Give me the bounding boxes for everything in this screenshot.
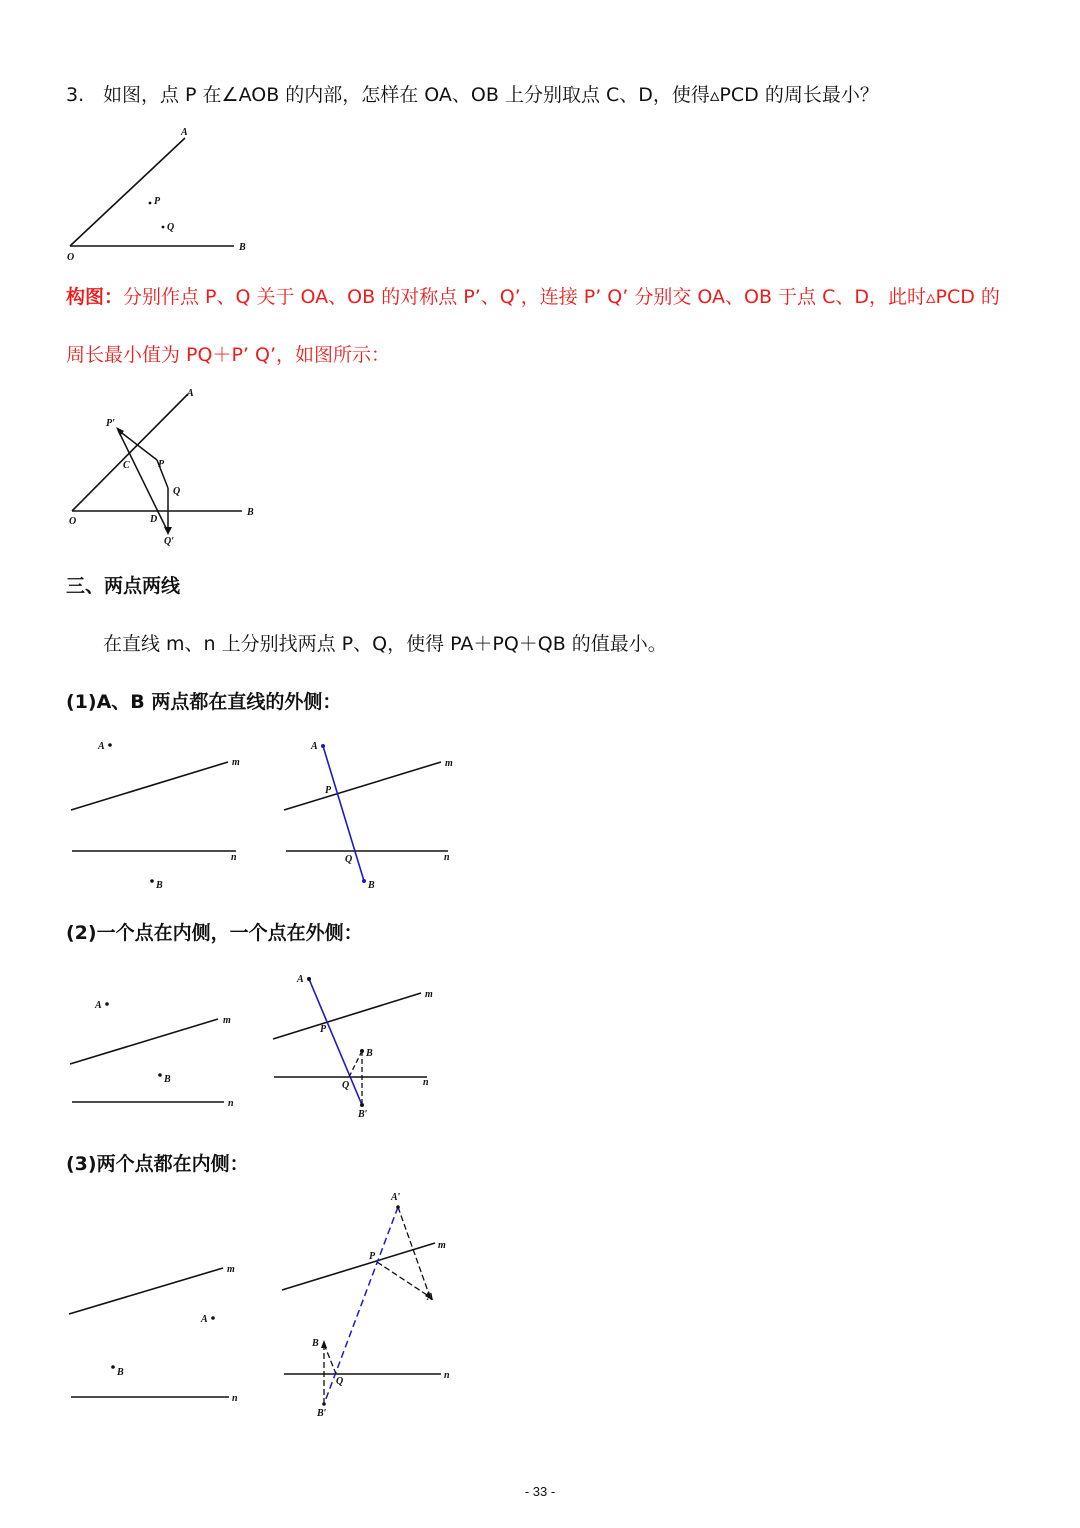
figure-case-1-given xyxy=(60,730,260,900)
construction-line-1 xyxy=(66,284,1000,310)
label-o: O xyxy=(67,252,75,263)
label-b: B xyxy=(247,507,254,518)
label-n: n xyxy=(423,1077,429,1088)
point-b xyxy=(158,1073,162,1077)
page-number: - 33 - xyxy=(524,1484,556,1499)
figure-case-2-given xyxy=(60,990,260,1120)
section-3-intro: 在直线 m、n 上分别找两点 P、Q，使得 PA＋PQ＋QB 的值最小。 xyxy=(103,633,667,655)
label-a: A xyxy=(98,741,105,752)
segment-a-aprime xyxy=(398,1207,430,1297)
label-m: m xyxy=(425,989,433,1000)
label-n: n xyxy=(232,1393,238,1404)
construction-line-2: 周长最小值为 PQ＋P’ Q’，如图所示： xyxy=(66,344,390,366)
segment-pprime-qprime xyxy=(118,430,168,532)
point-b xyxy=(111,1365,115,1369)
problem-3-number: 3. xyxy=(66,84,85,106)
arrowhead-b xyxy=(321,1340,327,1348)
label-n: n xyxy=(231,852,237,863)
segment-p-pprime xyxy=(118,430,157,460)
label-p: P xyxy=(369,1251,376,1262)
label-n: n xyxy=(444,1370,450,1381)
point-b xyxy=(360,1049,364,1053)
segment-p-a xyxy=(377,1262,430,1297)
point-a xyxy=(108,743,112,747)
segment-b-q xyxy=(324,1344,336,1374)
segment-a-bprime xyxy=(309,979,362,1105)
label-p: P xyxy=(158,459,165,470)
ray-oa xyxy=(72,394,188,511)
label-b: B xyxy=(239,242,246,253)
arrowhead-pprime xyxy=(116,427,124,436)
label-b: B xyxy=(156,880,163,891)
figure-reflection-construction xyxy=(60,384,270,554)
label-m: m xyxy=(227,1264,235,1275)
line-m xyxy=(273,993,421,1039)
point-p xyxy=(149,202,152,205)
label-a: A xyxy=(201,1314,208,1325)
figure-case-1-solution xyxy=(278,730,478,900)
label-aprime: A′ xyxy=(391,1192,401,1203)
point-b xyxy=(362,879,366,883)
point-bprime xyxy=(322,1402,326,1406)
arrowhead-qprime xyxy=(164,527,172,535)
point-a xyxy=(211,1316,215,1320)
case-3-title: (3)两个点都在内侧： xyxy=(66,1153,249,1175)
point-a xyxy=(105,1002,109,1006)
label-bprime: B′ xyxy=(317,1408,327,1419)
line-m xyxy=(70,1019,218,1064)
point-aprime xyxy=(396,1205,400,1209)
label-b: B xyxy=(366,1048,373,1059)
label-o: O xyxy=(69,516,77,527)
label-q: Q xyxy=(167,222,175,233)
figure-case-2-solution xyxy=(268,968,468,1128)
label-n: n xyxy=(444,852,450,863)
label-a: A xyxy=(297,974,304,985)
label-a: A xyxy=(181,127,188,138)
label-d: D xyxy=(150,514,158,525)
label-m: m xyxy=(438,1240,446,1251)
figure-angle-aob xyxy=(60,124,260,264)
label-c: C xyxy=(123,460,130,471)
label-qprime: Q′ xyxy=(164,536,175,547)
case-1-title: (1)A、B 两点都在直线的外侧： xyxy=(66,691,342,713)
label-p: P xyxy=(154,196,161,207)
label-q: Q xyxy=(173,486,181,497)
case-2-title: (2)一个点在内侧，一个点在外侧： xyxy=(66,922,363,944)
point-a xyxy=(321,744,325,748)
section-3-heading: 三、两点两线 xyxy=(66,575,181,597)
construction-label: 构图： xyxy=(66,286,124,308)
label-b: B xyxy=(117,1367,124,1378)
label-m: m xyxy=(445,758,453,769)
label-pprime: P′ xyxy=(106,418,115,429)
label-b: B xyxy=(312,1338,319,1349)
label-m: m xyxy=(223,1015,231,1026)
label-q: Q xyxy=(336,1376,344,1387)
label-n: n xyxy=(228,1098,234,1109)
point-a xyxy=(307,977,311,981)
figure-case-3-solution xyxy=(276,1188,476,1428)
line-m xyxy=(282,1243,435,1290)
line-m xyxy=(71,762,228,810)
construction-text-1: 分别作点 P、Q 关于 OA、OB 的对称点 P’、Q’，连接 P’ Q’ 分别交 OA、OB 于点 C、D，此时▵PCD 的 xyxy=(123,286,1000,308)
label-b: B xyxy=(164,1074,171,1085)
label-p: P xyxy=(325,785,332,796)
label-b: B xyxy=(368,880,375,891)
label-q: Q xyxy=(345,854,353,865)
label-a: A xyxy=(427,1292,434,1303)
point-b xyxy=(150,879,154,883)
segment-q-b xyxy=(349,1051,362,1077)
label-a: A xyxy=(311,741,318,752)
label-a: A xyxy=(187,388,194,399)
label-bprime: B′ xyxy=(358,1109,368,1120)
label-m: m xyxy=(232,757,240,768)
line-m xyxy=(69,1268,223,1314)
point-q xyxy=(162,226,165,229)
label-q: Q xyxy=(342,1080,350,1091)
point-bprime xyxy=(360,1103,364,1107)
figure-case-3-given xyxy=(60,1254,260,1414)
label-a: A xyxy=(95,1000,102,1011)
segment-ab xyxy=(323,746,364,881)
line-m xyxy=(284,762,441,810)
label-p: P xyxy=(320,1024,327,1035)
problem-3-text: 如图，点 P 在∠AOB 的内部，怎样在 OA、OB 上分别取点 C、D，使得▵PCD 的周长最小？ xyxy=(103,84,879,106)
